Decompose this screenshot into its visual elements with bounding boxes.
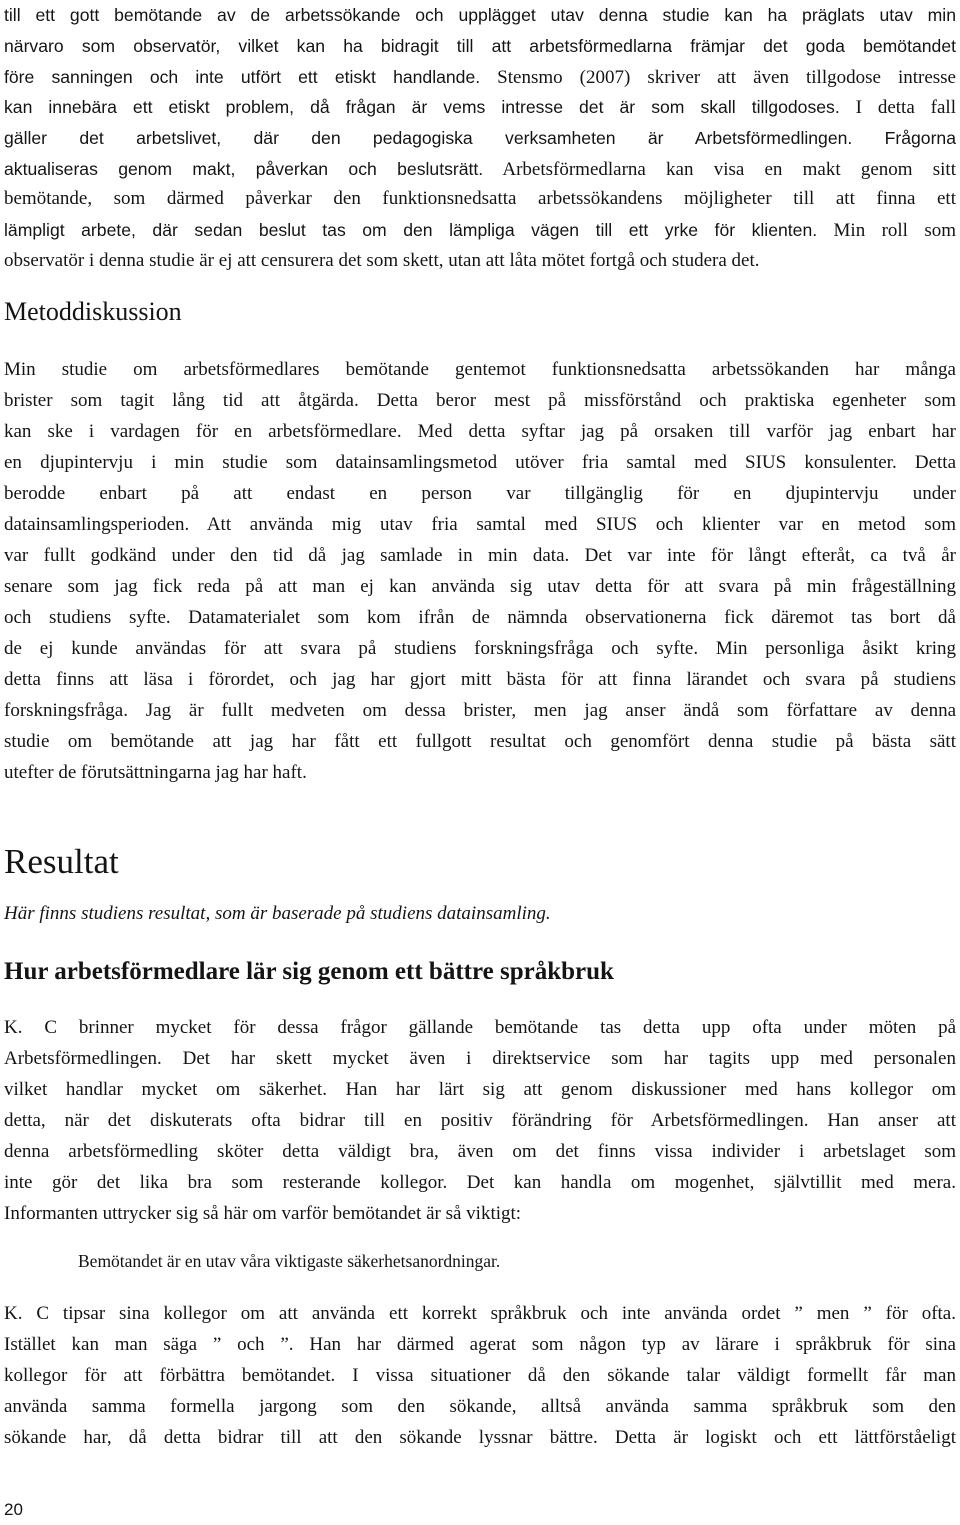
- text-line: [4, 158, 956, 181]
- text-line: [4, 66, 956, 89]
- block-quote: Bemötandet är en utav våra viktigaste säkerhetsanordningar.: [78, 1251, 501, 1271]
- text-line: sökande har, då detta bidrar till att den sökande lyssnar bättre. Detta är logiskt och ett lättförståeligt: [4, 1427, 956, 1448]
- text-line: en djupintervju i min studie som datainsamlingsmetod utöver fria samtal med SIUS konsulenter. Detta: [4, 452, 956, 473]
- page-number: 20: [4, 1500, 23, 1519]
- text-segment: till ett gott bemötande av de arbetssökande och upplägget utav denna studie kan ha präglats utav min: [4, 5, 956, 25]
- text-line: detta, när det diskuterats ofta bidrar till en positiv förändring för Arbetsförmedlingen. Han anser att: [4, 1110, 956, 1131]
- text-segment: observatör i denna studie är ej att censurera det som skett, utan att låta mötet fortgå och studera det.: [4, 250, 760, 271]
- heading-metoddiskussion: Metoddiskussion: [4, 297, 182, 326]
- text-line: använda samma formella jargong som den sökande, alltså använda samma språkbruk som den: [4, 1396, 956, 1417]
- text-line: K. C tipsar sina kollegor om att använda ett korrekt språkbruk och inte använda ordet ” men ” för ofta.: [4, 1303, 956, 1324]
- text-line: de ej kunde användas för att svara på studiens forskningsfråga och syfte. Min personliga åsikt kring: [4, 638, 956, 659]
- text-line: och studiens syfte. Datamaterialet som kom ifrån de nämnda observationerna fick däremot tas bort då: [4, 607, 956, 628]
- text-line: [4, 219, 956, 242]
- text-line: Min studie om arbetsförmedlares bemötande gentemot funktionsnedsatta arbetssökanden har många: [4, 359, 956, 380]
- text-segment: före sanningen och inte utfört ett etiskt handlande.: [4, 67, 481, 87]
- text-line: var fullt godkänd under den tid då jag samlade in min data. Det var inte för långt efteråt, ca två år: [4, 545, 956, 566]
- text-line: [4, 188, 956, 210]
- text-line: studie om bemötande att jag har fått ett fullgott resultat och genomfört denna studie på bästa sätt: [4, 731, 956, 752]
- text-line: [4, 96, 956, 119]
- text-line: Arbetsförmedlingen. Det har skett mycket även i direktservice som har tagits upp med personalen: [4, 1048, 956, 1069]
- text-line: [4, 127, 956, 150]
- text-line: senare som jag fick reda på att man ej kan använda sig utav detta för att svara på min frågeställning: [4, 576, 956, 597]
- text-segment: bemötande, som därmed påverkar den funktionsnedsatta arbetssökandens möjligheter till att finna ett: [4, 188, 956, 209]
- text-line: Istället kan man säga ” och ”. Han har därmed agerat som någon typ av lärare i språkbruk för sina: [4, 1334, 956, 1355]
- text-line: denna arbetsförmedling sköter detta väldigt bra, även om det finns vissa individer i arbetslaget som: [4, 1141, 956, 1162]
- text-segment: Arbetsförmedlarna kan visa en makt genom sitt: [483, 159, 956, 180]
- text-line: brister som tagit lång tid att åtgärda. Detta beror mest på missförstånd och praktiska egenheter som: [4, 390, 956, 411]
- text-segment: aktualiseras genom makt, påverkan och beslutsrätt.: [4, 159, 484, 179]
- text-line: vilket handlar mycket om säkerhet. Han har lärt sig att genom diskussioner med hans kollegor om: [4, 1079, 956, 1100]
- text-line: utefter de förutsättningarna jag har haft.: [4, 762, 307, 783]
- text-segment: I detta fall: [839, 97, 956, 118]
- text-line: [4, 250, 956, 272]
- text-line: kan ske i vardagen för en arbetsförmedlare. Med detta syftar jag på orsaken till varför jag enbart har: [4, 421, 956, 442]
- text-line: berodde enbart på att endast en person var tillgänglig för en djupintervju under: [4, 483, 956, 504]
- text-segment: kan innebära ett etiskt problem, då frågan är vems intresse det är som skall tillgodoses.: [4, 97, 840, 117]
- text-segment: Min roll som: [817, 220, 957, 241]
- text-line: forskningsfråga. Jag är fullt medveten om dessa brister, men jag anser ändå som författare av denna: [4, 700, 956, 721]
- heading-resultat: Resultat: [4, 842, 119, 881]
- text-line: K. C brinner mycket för dessa frågor gällande bemötande tas detta upp ofta under möten på: [4, 1017, 956, 1038]
- text-line: detta finns att läsa i förordet, och jag har gjort mitt bästa för att finna lärandet och svara på studiens: [4, 669, 956, 690]
- text-line: datainsamlingsperioden. Att använda mig utav fria samtal med SIUS och klienter var en metod som: [4, 514, 956, 535]
- text-line: [4, 4, 956, 27]
- text-line: [4, 35, 956, 58]
- text-segment: Stensmo (2007) skriver att även tillgodose intresse: [480, 67, 956, 88]
- text-line: Informanten uttrycker sig så här om varför bemötandet är så viktigt:: [4, 1203, 522, 1224]
- text-line: inte gör det lika bra som resterande kollegor. Det kan handla om mogenhet, självtillit med mera.: [4, 1172, 956, 1193]
- text-segment: Frågorna: [852, 128, 957, 148]
- text-line: kollegor för att förbättra bemötandet. I vissa situationer då den sökande talar väldigt formellt får man: [4, 1365, 956, 1386]
- heading-subsection: Hur arbetsförmedlare lär sig genom ett bättre språkbruk: [4, 958, 614, 985]
- text-segment: närvaro som observatör, vilket kan ha bidragit till att arbetsförmedlarna främjar det goda bemötandet: [4, 36, 956, 56]
- text-segment: lämpligt arbete, där sedan beslut tas om den lämpliga vägen till ett yrke för klienten.: [4, 220, 818, 240]
- text-segment: gäller det arbetslivet, där den pedagogiska verksamheten är Arbetsförmedlingen.: [4, 128, 853, 148]
- resultat-intro: Här finns studiens resultat, som är baserade på studiens datainsamling.: [4, 903, 551, 924]
